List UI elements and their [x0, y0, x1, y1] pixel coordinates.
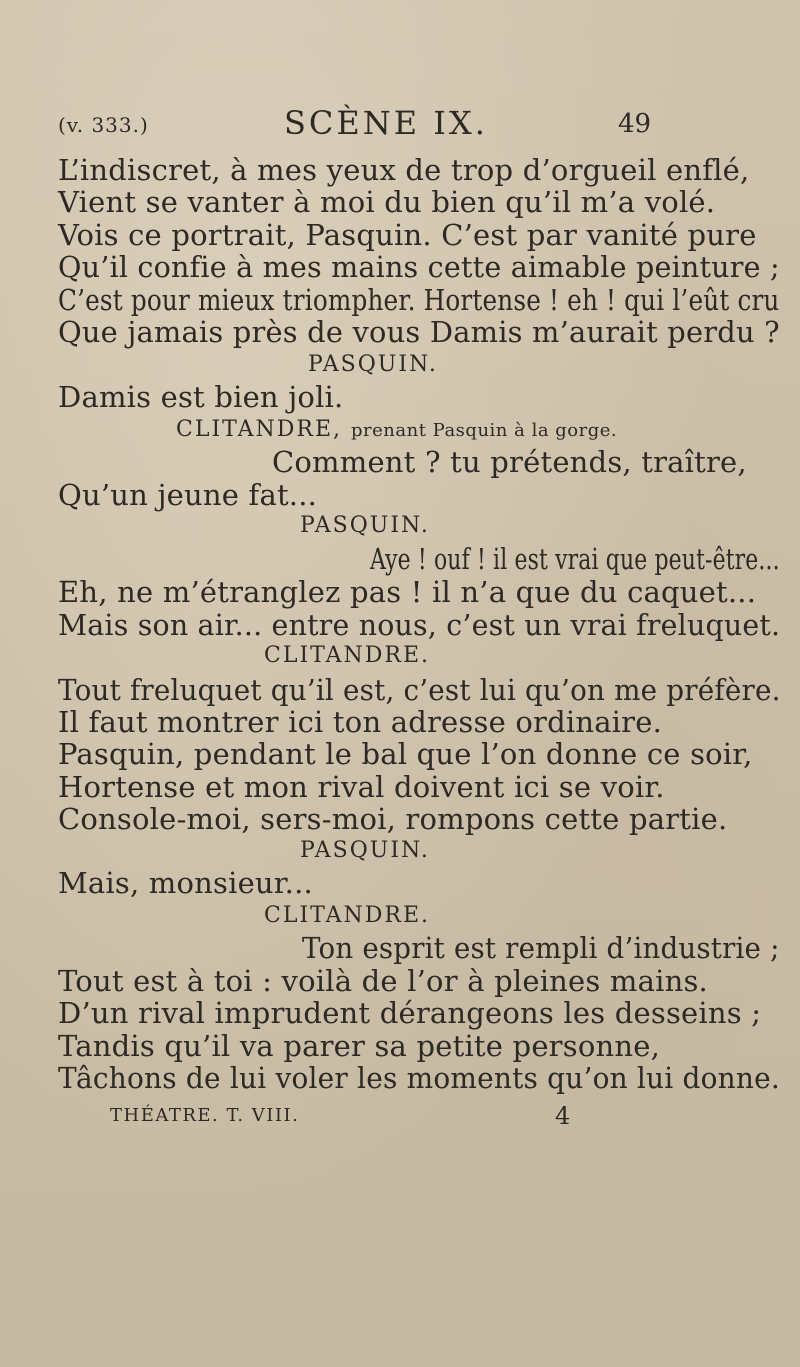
- page-number: 49: [618, 109, 652, 139]
- verse-line: Qu’un jeune fat...: [58, 478, 318, 513]
- signature-number: 4: [555, 1102, 571, 1130]
- speaker-name: PASQUIN.: [300, 837, 430, 863]
- verse-line: Tout est à toi : voilà de l’or à pleines mains.: [58, 963, 708, 998]
- verse-line: C’est pour mieux triompher. Hortense ! eh ! qui l’eût cru: [58, 282, 780, 317]
- verse-line: Vois ce portrait, Pasquin. C’est par vanité pure: [58, 217, 757, 252]
- verse-line: Mais, monsieur...: [58, 866, 313, 901]
- verse-line: L’indiscret, à mes yeux de trop d’orgueil enflé,: [58, 153, 750, 187]
- signature-mark: THÉATRE. T. VIII.: [110, 1105, 300, 1126]
- verse-line: Qu’il confie à mes mains cette aimable peinture ;: [58, 250, 780, 285]
- verse-line: Tâchons de lui voler les moments qu’on lui donne.: [58, 1061, 780, 1095]
- speaker-name: PASQUIN.: [308, 352, 438, 378]
- verse-line: Que jamais près de vous Damis m’aurait perdu ?: [58, 315, 780, 350]
- verse-line: Aye ! ouf ! il est vrai que peut-être...: [370, 542, 780, 577]
- verse-line: Pasquin, pendant le bal que l’on donne ce soir,: [58, 737, 753, 772]
- verse-line: Tout freluquet qu’il est, c’est lui qu’on me préfère.: [58, 672, 781, 707]
- verse-line: Hortense et mon rival doivent ici se voir.: [58, 769, 665, 804]
- verse-line: D’un rival imprudent dérangeons les desseins ;: [58, 996, 762, 1031]
- verse-line: Tandis qu’il va parer sa petite personne,: [58, 1028, 661, 1063]
- verse-line: Ton esprit est rempli d’industrie ;: [302, 931, 780, 966]
- speaker-name: PASQUIN.: [300, 513, 430, 539]
- speaker-name: CLITANDRE,: [176, 416, 342, 442]
- scene-title: SCÈNE IX.: [284, 104, 488, 142]
- verse-line: Vient se vanter à moi du bien qu’il m’a volé.: [58, 185, 716, 220]
- verse-line: Il faut montrer ici ton adresse ordinaire.: [58, 705, 663, 740]
- verse-line: Mais son air... entre nous, c’est un vrai freluquet.: [58, 607, 781, 642]
- stage-direction: prenant Pasquin à la gorge.: [351, 419, 618, 441]
- speaker-name: CLITANDRE.: [264, 643, 430, 669]
- verse-line: Damis est bien joli.: [58, 380, 344, 414]
- verse-line: Eh, ne m’étranglez pas ! il n’a que du caquet...: [58, 575, 757, 610]
- verse-reference: (v. 333.): [58, 113, 149, 137]
- verse-line: Comment ? tu prétends, traître,: [272, 444, 747, 479]
- verse-line: Console-moi, sers-moi, rompons cette partie.: [58, 802, 728, 837]
- speaker-name: CLITANDRE.: [264, 902, 430, 928]
